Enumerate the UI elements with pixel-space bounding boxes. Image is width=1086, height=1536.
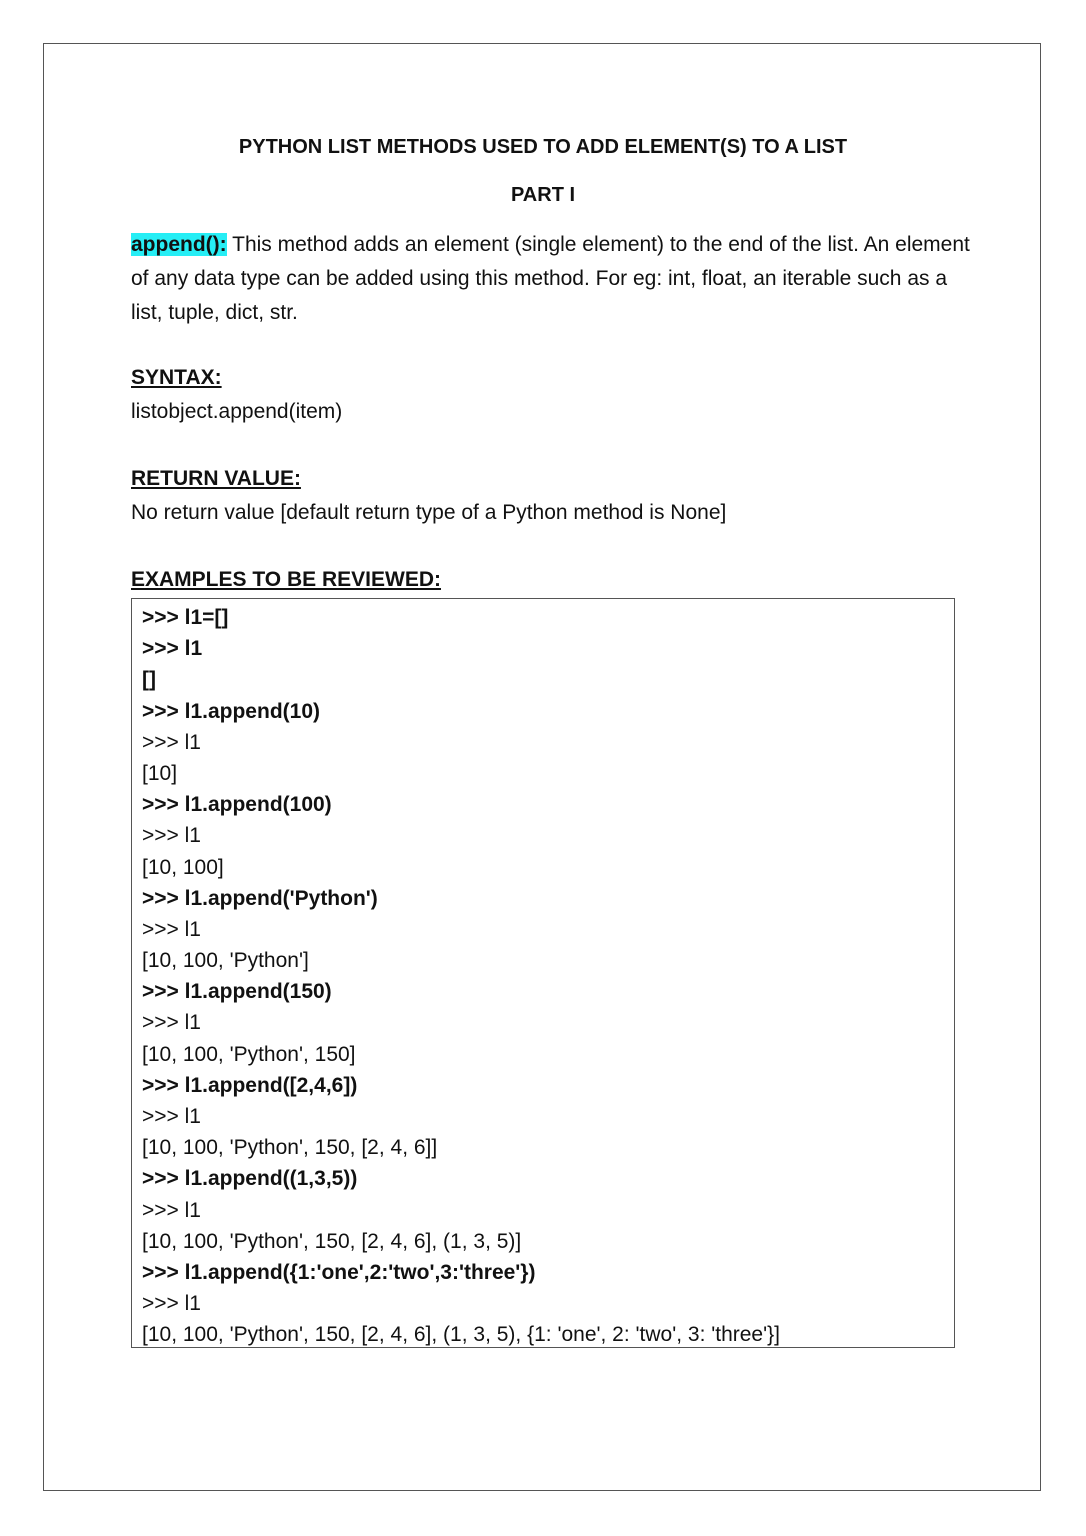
examples-heading: EXAMPLES TO BE REVIEWED: xyxy=(131,568,441,591)
syntax-heading: SYNTAX: xyxy=(131,366,222,389)
intro-paragraph xyxy=(131,228,971,330)
code-line: >>> l1.append({1:'one',2:'two',3:'three'}) xyxy=(142,1260,536,1284)
code-line: [10, 100, 'Python', 150, [2, 4, 6], (1, 3, 5)] xyxy=(142,1229,522,1253)
code-line: >>> l1 xyxy=(142,730,201,754)
code-line: >>> l1 xyxy=(142,824,201,848)
code-line: [10, 100, 'Python'] xyxy=(142,949,309,973)
code-line: [10, 100, 'Python', 150, [2, 4, 6], (1, 3, 5), {1: 'one', 2: 'two', 3: 'three'}] xyxy=(142,1323,780,1347)
code-line: >>> l1 xyxy=(142,1105,201,1128)
code-line: >>> l1.append(150) xyxy=(142,980,332,1004)
code-line: >>> l1 xyxy=(142,1198,201,1222)
code-line: [10, 100, 'Python', 150, [2, 4, 6]] xyxy=(142,1136,438,1160)
code-line: >>> l1.append(100) xyxy=(142,793,332,817)
method-name-highlight: append(): xyxy=(131,233,227,256)
return-value-heading: RETURN VALUE: xyxy=(131,467,301,490)
code-line: [10] xyxy=(142,761,178,785)
intro-text: This method adds an element (single element) to the end of the list. An element of any data type can be added using this method. For eg: int, float, an iterable such as a list, tuple, dict, str. xyxy=(131,233,970,324)
code-line: [] xyxy=(142,668,156,692)
code-line: >>> l1=[] xyxy=(142,606,229,629)
code-line: [10, 100] xyxy=(142,855,224,879)
page-subtitle: PART I xyxy=(510,184,576,206)
code-line: >>> l1 xyxy=(142,917,201,941)
code-line: >>> l1.append('Python') xyxy=(142,886,378,910)
page-title: PYTHON LIST METHODS USED TO ADD ELEMENT(S) TO A LIST xyxy=(238,136,848,158)
code-line: >>> l1.append([2,4,6]) xyxy=(142,1073,358,1097)
syntax-body: listobject.append(item) xyxy=(131,400,343,423)
code-line: >>> l1 xyxy=(142,1011,201,1035)
examples-code-box xyxy=(131,598,955,1348)
code-line: >>> l1.append(10) xyxy=(142,699,320,723)
code-line: >>> l1 xyxy=(142,1292,201,1316)
code-line: >>> l1 xyxy=(142,637,203,661)
code-line: [10, 100, 'Python', 150] xyxy=(142,1042,356,1066)
return-value-body: No return value [default return type of a Python method is None] xyxy=(131,501,727,524)
code-line: >>> l1.append((1,3,5)) xyxy=(142,1167,358,1191)
